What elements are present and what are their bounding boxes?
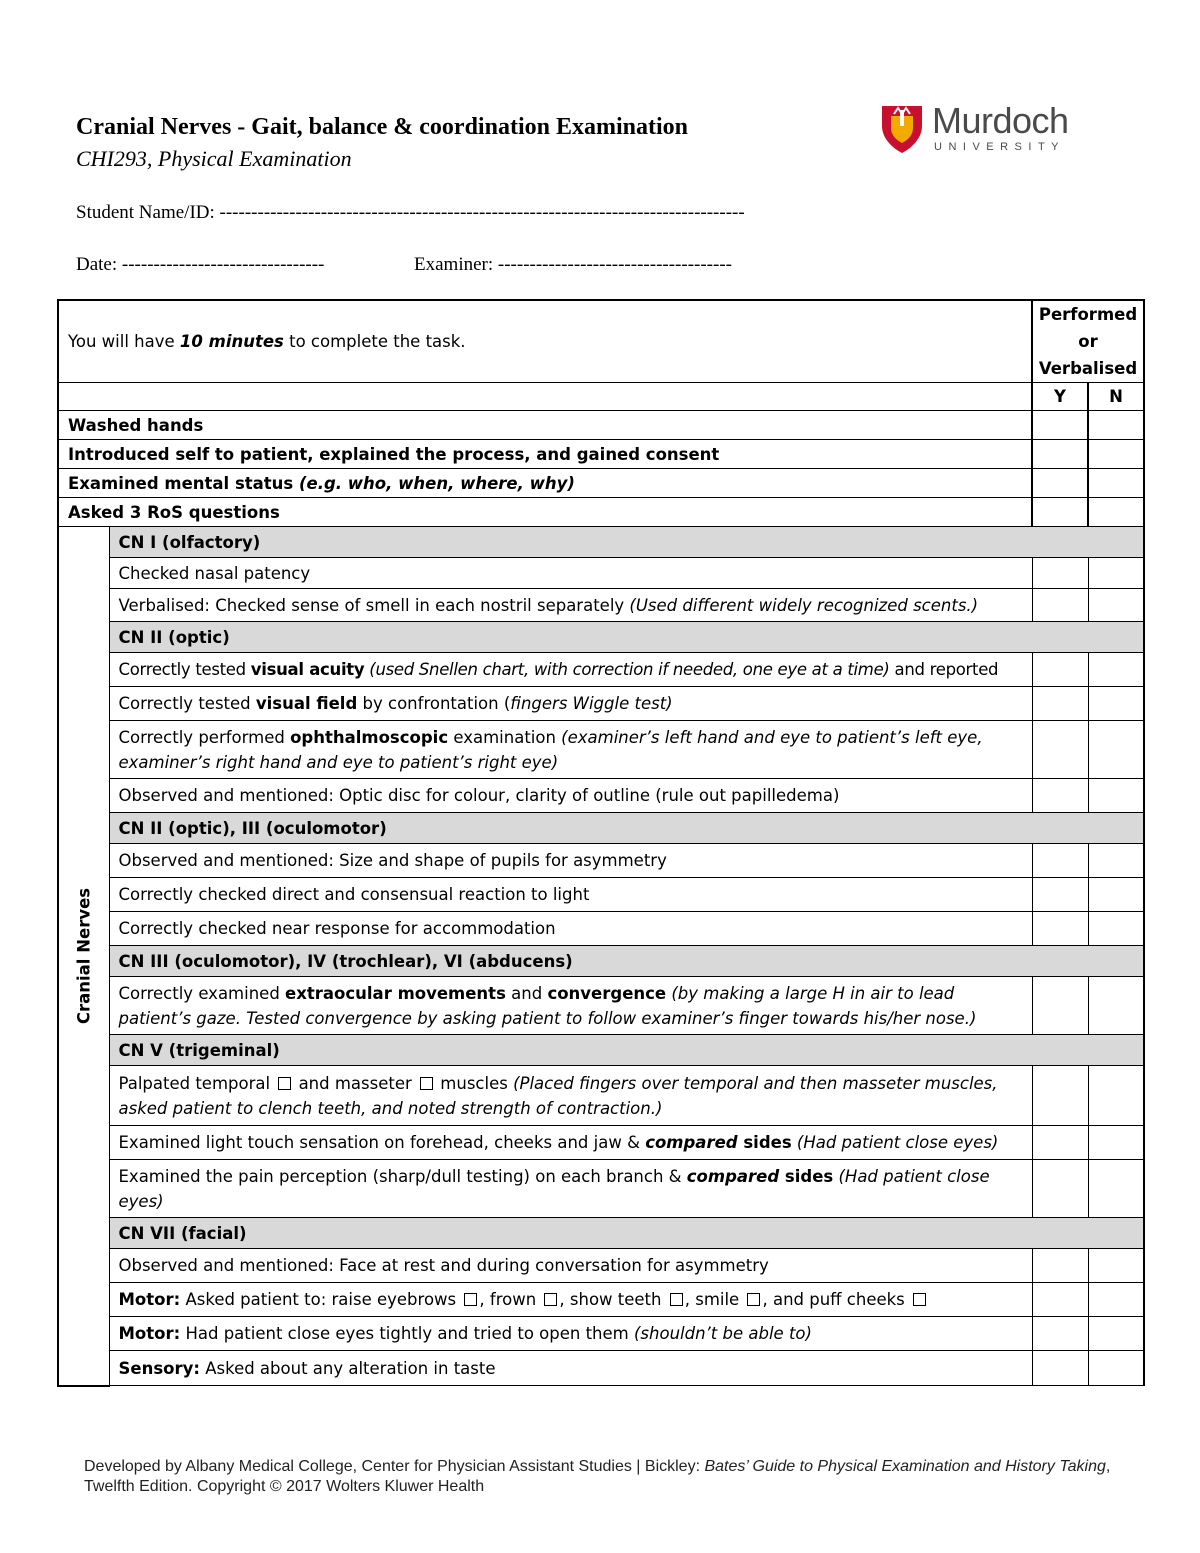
verbalised-label: Verbalised xyxy=(1038,359,1138,378)
item-mental-status xyxy=(58,469,1032,498)
checkbox-y[interactable] xyxy=(1032,589,1088,622)
checkbox-n[interactable] xyxy=(1088,1317,1144,1351)
checkbox-y[interactable] xyxy=(1032,498,1088,527)
student-field[interactable] xyxy=(76,202,745,224)
item-visual-acuity: Correctly tested visual acuity (used Snellen chart, with correction if needed, one eye at a time) and reported xyxy=(109,653,1032,687)
performed-header xyxy=(1032,300,1144,383)
tick-box-icon[interactable] xyxy=(544,1293,557,1306)
item-ophthalmoscopic: Correctly performed ophthalmoscopic examination (examiner’s left hand and eye to patient’s left eye, examiner’s right hand and eye to patient’s right eye) xyxy=(109,721,1032,779)
header-spacer xyxy=(58,383,1032,411)
footer-text: Developed by Albany Medical College, Center for Physician Assistant Studies | Bickley: xyxy=(84,1458,705,1475)
item-extraocular-movements: Correctly examined extraocular movements and convergence (by making a large H in air to lead patient’s gaze. Tested convergence by asking patient to follow examiner’s finger towards his/her nose.) xyxy=(109,977,1032,1035)
checkbox-y[interactable] xyxy=(1032,653,1088,687)
tick-box-icon[interactable] xyxy=(420,1077,433,1090)
checkbox-n[interactable] xyxy=(1088,498,1144,527)
checkbox-n[interactable] xyxy=(1088,878,1144,912)
checkbox-n[interactable] xyxy=(1088,1160,1144,1218)
item-face-at-rest: Observed and mentioned: Face at rest and during conversation for asymmetry xyxy=(109,1249,1032,1283)
section-cn3-cn4-cn6: CN III (oculomotor), IV (trochlear), VI (abducens) xyxy=(109,946,1144,977)
section-cn7: CN VII (facial) xyxy=(109,1218,1144,1249)
checkbox-n[interactable] xyxy=(1088,411,1144,440)
checkbox-n[interactable] xyxy=(1088,1126,1144,1160)
instruction-cell xyxy=(58,300,1032,383)
tick-box-icon[interactable] xyxy=(278,1077,291,1090)
checkbox-y[interactable] xyxy=(1032,558,1088,589)
murdoch-logo xyxy=(878,100,1088,156)
checkbox-y[interactable] xyxy=(1032,1283,1088,1317)
footer-book-title: Bates’ Guide to Physical Examination and History Taking xyxy=(704,1458,1106,1475)
item-sense-of-smell: Verbalised: Checked sense of smell in each nostril separately (Used different widely recognized scents.) xyxy=(109,589,1032,622)
checklist-table xyxy=(57,299,1145,1387)
item-palpated-muscles: Palpated temporal and masseter muscles (Placed fingers over temporal and then masseter muscles, asked patient to clench teeth, and noted strength of contraction.) xyxy=(109,1066,1032,1126)
date-line: -------------------------------- xyxy=(121,254,325,275)
cranial-nerves-side-label: Cranial Nerves xyxy=(58,527,109,1386)
checkbox-y[interactable] xyxy=(1032,779,1088,813)
tick-box-icon[interactable] xyxy=(913,1293,926,1306)
logo-wordmark: Murdoch xyxy=(932,100,1069,141)
examiner-line: ------------------------------------- xyxy=(497,254,732,275)
checkbox-n[interactable] xyxy=(1088,721,1144,779)
student-label: Student Name/ID: xyxy=(76,202,220,223)
column-y-header: Y xyxy=(1032,383,1088,411)
checkbox-n[interactable] xyxy=(1088,653,1144,687)
performed-label: Performed xyxy=(1038,305,1138,324)
checkbox-n[interactable] xyxy=(1088,977,1144,1035)
item-motor-close-eyes: Motor: Had patient close eyes tightly and tried to open them (shouldn’t be able to) xyxy=(109,1317,1032,1351)
checkbox-n[interactable] xyxy=(1088,844,1144,878)
item-optic-disc: Observed and mentioned: Optic disc for colour, clarity of outline (rule out papilledema) xyxy=(109,779,1032,813)
date-label: Date: xyxy=(76,254,122,275)
instruction-text: You will have xyxy=(68,332,180,351)
column-n-header: N xyxy=(1088,383,1144,411)
mental-status-hint: (e.g. who, when, where, why) xyxy=(298,473,575,493)
shield-icon xyxy=(878,104,926,154)
checkbox-y[interactable] xyxy=(1032,1249,1088,1283)
date-field[interactable] xyxy=(76,254,324,276)
checkbox-n[interactable] xyxy=(1088,469,1144,498)
student-line: ----------------------------------------------------------------------------------- xyxy=(219,202,745,223)
instruction-time: 10 minutes xyxy=(179,332,284,351)
checkbox-y[interactable] xyxy=(1032,687,1088,721)
item-pupils: Observed and mentioned: Size and shape of pupils for asymmetry xyxy=(109,844,1032,878)
checkbox-y[interactable] xyxy=(1032,411,1088,440)
checkbox-y[interactable] xyxy=(1032,1126,1088,1160)
performed-or-label: or xyxy=(1078,332,1098,351)
checkbox-n[interactable] xyxy=(1088,1351,1144,1386)
footer-credit xyxy=(84,1457,1124,1497)
examiner-field[interactable] xyxy=(414,254,732,276)
checkbox-y[interactable] xyxy=(1032,440,1088,469)
checkbox-n[interactable] xyxy=(1088,589,1144,622)
checkbox-y[interactable] xyxy=(1032,721,1088,779)
item-pain-perception: Examined the pain perception (sharp/dull testing) on each branch & compared sides (Had patient close eyes) xyxy=(109,1160,1032,1218)
section-cn5: CN V (trigeminal) xyxy=(109,1035,1144,1066)
footer-copyright: , Twelfth Edition. Copyright © 2017 Wolters Kluwer Health xyxy=(84,1458,1111,1495)
checkbox-y[interactable] xyxy=(1032,977,1088,1035)
item-light-touch: Examined light touch sensation on forehead, cheeks and jaw & compared sides (Had patient close eyes) xyxy=(109,1126,1032,1160)
item-sensory-taste: Sensory: Asked about any alteration in taste xyxy=(109,1351,1032,1386)
instruction-text-end: to complete the task. xyxy=(283,332,466,351)
checkbox-y[interactable] xyxy=(1032,1351,1088,1386)
checkbox-y[interactable] xyxy=(1032,1160,1088,1218)
checkbox-n[interactable] xyxy=(1088,1283,1144,1317)
item-near-response: Correctly checked near response for accommodation xyxy=(109,912,1032,946)
checkbox-y[interactable] xyxy=(1032,1317,1088,1351)
item-motor-expressions: Motor: Asked patient to: raise eyebrows , frown , show teeth , smile , and puff cheeks xyxy=(109,1283,1032,1317)
course-subtitle: CHI293, Physical Examination xyxy=(76,146,352,171)
logo-subline: UNIVERSITY xyxy=(934,141,1066,153)
checkbox-n[interactable] xyxy=(1088,1249,1144,1283)
examiner-label: Examiner: xyxy=(414,254,498,275)
checkbox-y[interactable] xyxy=(1032,878,1088,912)
item-nasal-patency: Checked nasal patency xyxy=(109,558,1032,589)
item-visual-field: Correctly tested visual field by confrontation (fingers Wiggle test) xyxy=(109,687,1032,721)
document-title: Cranial Nerves - Gait, balance & coordination Examination xyxy=(76,114,688,140)
item-light-reaction: Correctly checked direct and consensual reaction to light xyxy=(109,878,1032,912)
item-ros-questions: Asked 3 RoS questions xyxy=(58,498,1032,527)
section-cn2: CN II (optic) xyxy=(109,622,1144,653)
tick-box-icon[interactable] xyxy=(747,1293,760,1306)
checkbox-y[interactable] xyxy=(1032,912,1088,946)
item-introduced-self: Introduced self to patient, explained the process, and gained consent xyxy=(58,440,1032,469)
mental-status-text: Examined mental status xyxy=(68,473,299,493)
section-cn2-cn3: CN II (optic), III (oculomotor) xyxy=(109,813,1144,844)
section-cn1: CN I (olfactory) xyxy=(109,527,1144,558)
item-washed-hands: Washed hands xyxy=(58,411,1032,440)
tick-box-icon[interactable] xyxy=(464,1293,477,1306)
checkbox-n[interactable] xyxy=(1088,440,1144,469)
checkbox-y[interactable] xyxy=(1032,1066,1088,1126)
checkbox-y[interactable] xyxy=(1032,469,1088,498)
checkbox-y[interactable] xyxy=(1032,844,1088,878)
checkbox-n[interactable] xyxy=(1088,687,1144,721)
tick-box-icon[interactable] xyxy=(670,1293,683,1306)
checkbox-n[interactable] xyxy=(1088,779,1144,813)
checkbox-n[interactable] xyxy=(1088,912,1144,946)
checkbox-n[interactable] xyxy=(1088,558,1144,589)
checkbox-n[interactable] xyxy=(1088,1066,1144,1126)
